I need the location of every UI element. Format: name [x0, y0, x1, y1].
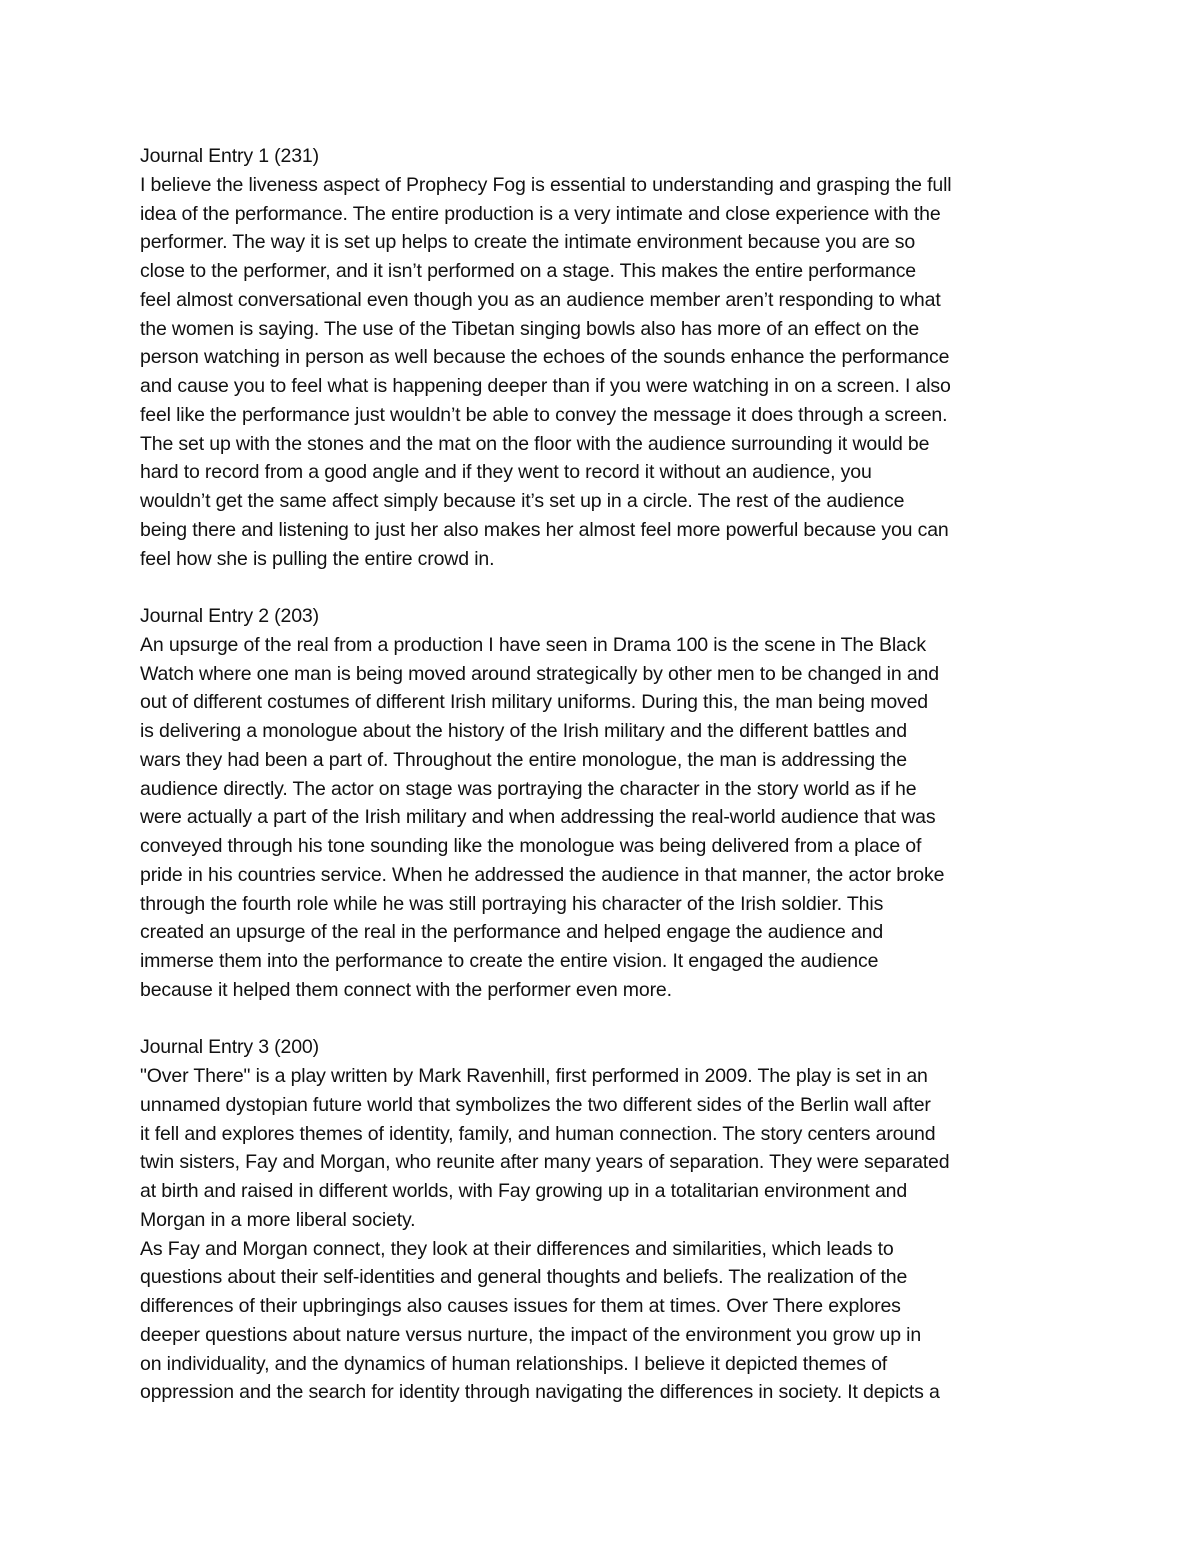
body-line: questions about their self-identities and general thoughts and beliefs. The realization of the	[140, 1266, 908, 1289]
body-line: created an upsurge of the real in the performance and helped engage the audience and	[140, 921, 884, 944]
body-line: Morgan in a more liberal society.	[140, 1208, 416, 1231]
body-line: feel how she is pulling the entire crowd in.	[140, 547, 495, 570]
body-line: An upsurge of the real from a production I have seen in Drama 100 is the scene in The Black	[140, 633, 926, 656]
body-line: The set up with the stones and the mat on the floor with the audience surrounding it would be	[140, 432, 930, 455]
body-line: being there and listening to just her also makes her almost feel more powerful because you can	[140, 518, 949, 541]
body-line: at birth and raised in different worlds, with Fay growing up in a totalitarian environment and	[140, 1180, 908, 1202]
body-line: conveyed through his tone sounding like the monologue was being delivered from a place of	[140, 835, 922, 857]
body-line: immerse them into the performance to create the entire vision. It engaged the audience	[140, 950, 879, 972]
paragraph-gap	[140, 573, 1060, 602]
body-line: deeper questions about nature versus nurture, the impact of the environment you grow up in	[140, 1323, 922, 1346]
body-line: were actually a part of the Irish military and when addressing the real-world audience that was	[140, 806, 936, 829]
entry-title: Journal Entry 3 (200)	[140, 1036, 319, 1059]
body-line: the women is saying. The use of the Tibetan singing bowls also has more of an effect on the	[140, 317, 920, 340]
body-line: is delivering a monologue about the history of the Irish military and the different battles and	[140, 720, 907, 742]
body-line: Watch where one man is being moved around strategically by other men to be changed in and	[140, 662, 939, 685]
body-line: person watching in person as well because the echoes of the sounds enhance the performance	[140, 346, 950, 369]
body-line: oppression and the search for identity through navigating the differences in society. It depicts a	[140, 1381, 940, 1404]
body-line: differences of their upbringings also causes issues for them at times. Over There explores	[140, 1295, 901, 1317]
paragraph-gap	[140, 1005, 1060, 1034]
body-line: wouldn’t get the same affect simply because it’s set up in a circle. The rest of the audience	[140, 490, 905, 512]
body-line: on individuality, and the dynamics of human relationships. I believe it depicted themes of	[140, 1352, 888, 1375]
body-line: pride in his countries service. When he addressed the audience in that manner, the actor broke	[140, 863, 945, 886]
body-line: As Fay and Morgan connect, they look at their differences and similarities, which leads to	[140, 1237, 894, 1260]
entry-title: Journal Entry 1 (231)	[140, 145, 319, 167]
journal-entry-1	[140, 142, 1060, 573]
body-line: audience directly. The actor on stage was portraying the character in the story world as if he	[140, 777, 917, 800]
journal-entry-2	[140, 602, 1060, 1005]
document-page	[140, 142, 1060, 1407]
body-line: performer. The way it is set up helps to create the intimate environment because you are so	[140, 231, 916, 254]
body-line: idea of the performance. The entire production is a very intimate and close experience with the	[140, 202, 941, 225]
body-line: through the fourth role while he was still portraying his character of the Irish soldier. This	[140, 892, 884, 915]
body-line: because it helped them connect with the performer even more.	[140, 978, 672, 1001]
journal-entry-3	[140, 1033, 1060, 1407]
body-line: wars they had been a part of. Throughout the entire monologue, the man is addressing the	[140, 748, 907, 771]
body-line: hard to record from a good angle and if they went to record it without an audience, you	[140, 461, 872, 484]
body-line: out of different costumes of different Irish military uniforms. During this, the man being moved	[140, 691, 929, 714]
body-line: "Over There" is a play written by Mark Ravenhill, first performed in 2009. The play is set in an	[140, 1065, 928, 1087]
entry-title: Journal Entry 2 (203)	[140, 605, 319, 627]
body-line: and cause you to feel what is happening deeper than if you were watching in on a screen. I also	[140, 375, 951, 397]
body-line: twin sisters, Fay and Morgan, who reunite after many years of separation. They were separated	[140, 1151, 950, 1174]
body-line: feel almost conversational even though you as an audience member aren’t responding to what	[140, 288, 941, 311]
body-line: unnamed dystopian future world that symbolizes the two different sides of the Berlin wall after	[140, 1093, 931, 1116]
body-line: I believe the liveness aspect of Prophecy Fog is essential to understanding and grasping the full	[140, 173, 952, 196]
body-line: it fell and explores themes of identity, family, and human connection. The story centers around	[140, 1122, 936, 1145]
body-line: close to the performer, and it isn’t performed on a stage. This makes the entire performance	[140, 260, 916, 282]
body-line: feel like the performance just wouldn’t be able to convey the message it does through a screen.	[140, 403, 948, 426]
